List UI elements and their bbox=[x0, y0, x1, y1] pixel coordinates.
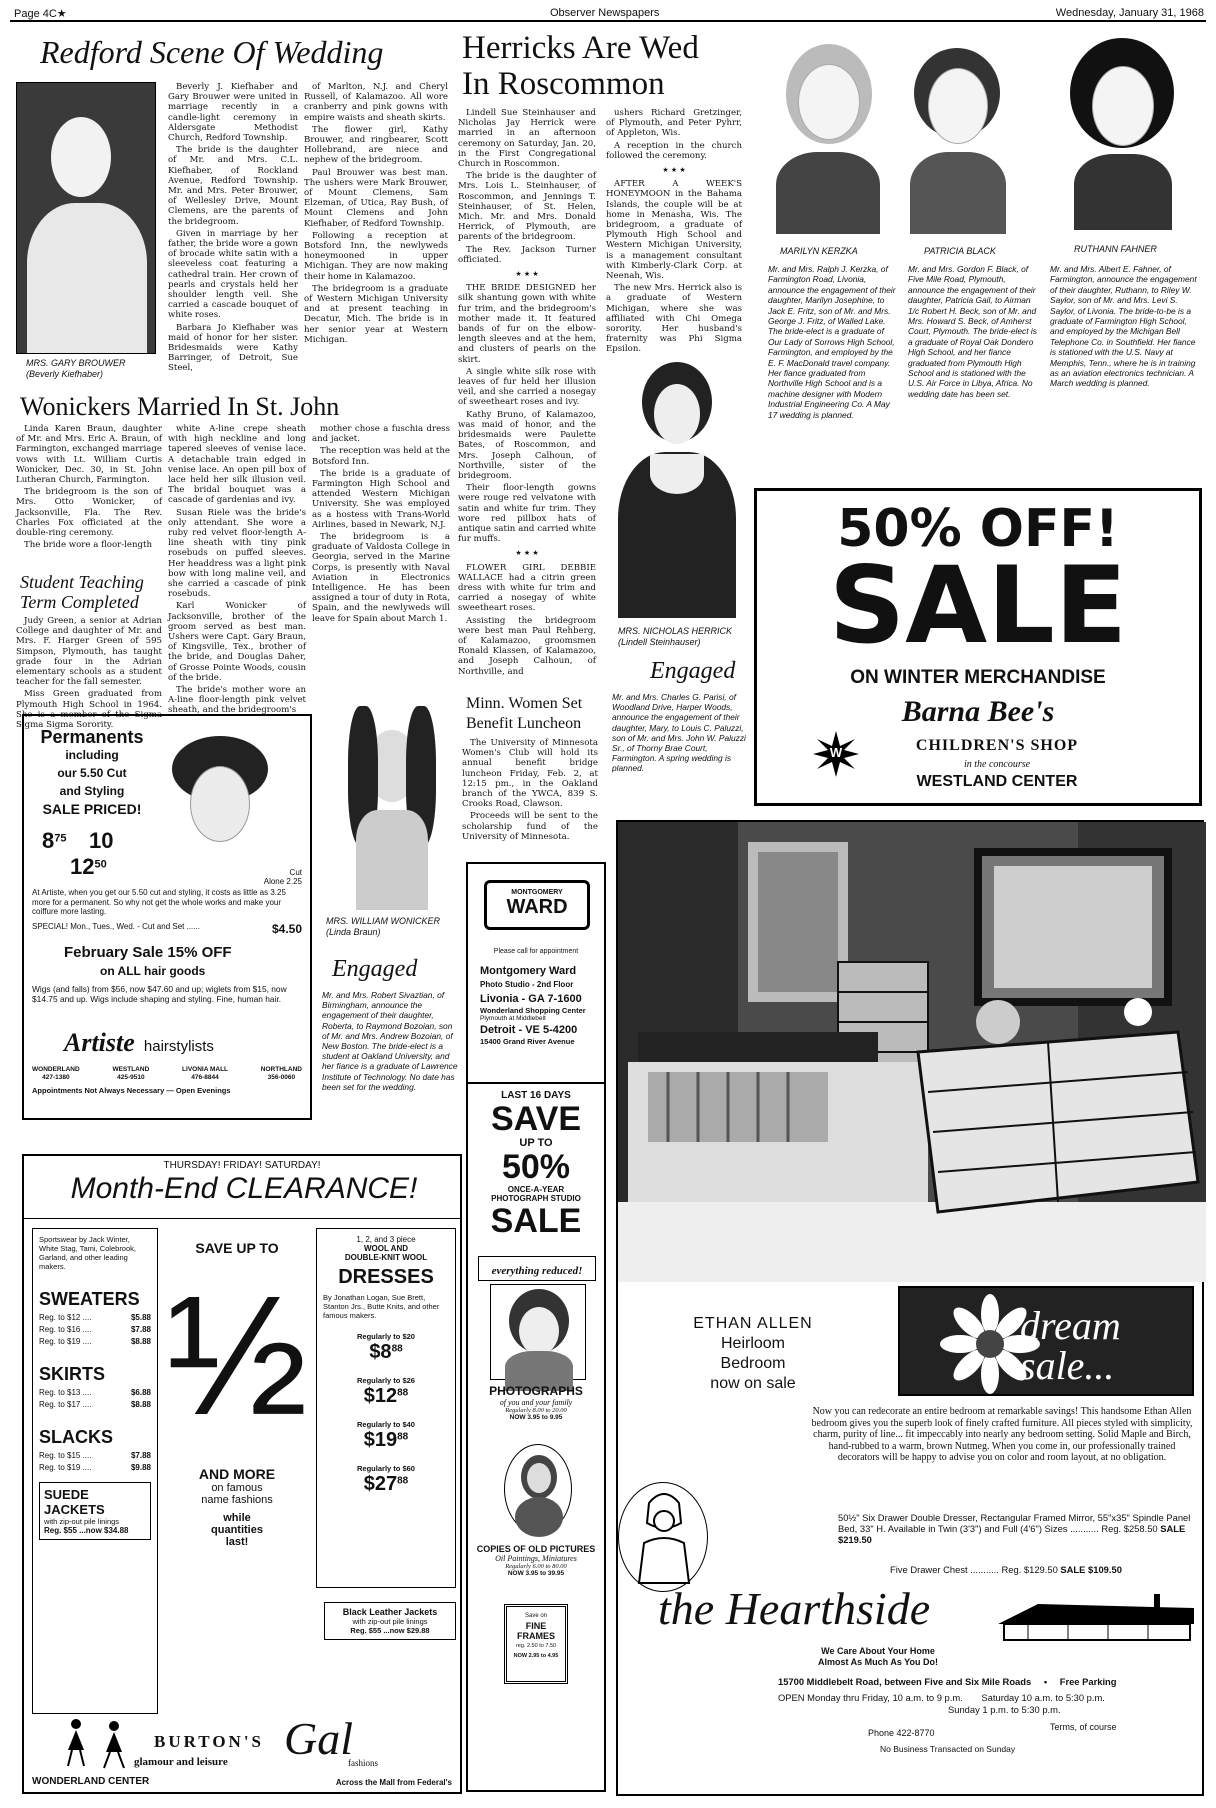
issue-date: Wednesday, January 31, 1968 bbox=[1055, 7, 1204, 19]
artiste-location bbox=[261, 1066, 302, 1082]
artiste-cut-label: Cut bbox=[289, 868, 302, 877]
ward-detroit: Detroit - VE 5-4200 bbox=[480, 1024, 578, 1036]
ward-save: SAVE bbox=[490, 1100, 582, 1138]
artiste-location bbox=[182, 1066, 228, 1082]
barna-concourse: in the concourse bbox=[963, 759, 1031, 770]
engaged-parisi-body: Mr. and Mrs. Charles G. Parisi, of Woodland Drive, Harper Woods, announce the engagement of their daughter, Mary, to Louis C. Paluzzi, son of Mr. and Mrs. John W. Paluzzi Sr., of Thorny Brae Court, Farmington. A spring wedding is planned. bbox=[612, 692, 746, 774]
loc-name: WONDERLAND bbox=[32, 1066, 80, 1073]
ward-sale-block bbox=[468, 1090, 604, 1239]
burtons-dress-reg: Regularly to $26 bbox=[357, 1376, 415, 1385]
wonicker-caption-name: MRS. WILLIAM WONICKER bbox=[326, 916, 441, 926]
colonial-woman-icon bbox=[618, 1482, 708, 1592]
loc-tel: 425-9510 bbox=[117, 1074, 145, 1081]
burtons-brand bbox=[134, 1712, 434, 1772]
ward-info bbox=[480, 964, 604, 1046]
engaged-parisi-headline: Engaged bbox=[650, 658, 736, 684]
burtons-price-reg: Reg. to $13 .... bbox=[39, 1388, 92, 1397]
hearthside-heirloom: Heirloom bbox=[720, 1335, 785, 1352]
artiste-location bbox=[32, 1066, 80, 1082]
hearthside-parking: Free Parking bbox=[1059, 1676, 1117, 1687]
masthead bbox=[10, 6, 1206, 22]
para: The bridegroom is a graduate of Valdosta College in Georgia, served in the Marine Corps, is presently with Naval Aviation in Electronics Intelligence. He has been assigned a tour of duty in Rota, Spain, and the newlyweds will leave for Spain about March 1. bbox=[312, 532, 450, 624]
redford-caption-maiden: (Beverly Kiefhaber) bbox=[26, 369, 104, 379]
para: of Marlton, N.J. and Cheryl Russell, of Kalamazoo. All wore cranberry and pink gowns with empire waists and sheath skirts. bbox=[304, 82, 448, 123]
wonicker-col2 bbox=[168, 424, 306, 716]
burtons-on-famous: on famous bbox=[211, 1482, 263, 1494]
hearthside-para: Now you can redecorate an entire bedroom at remarkable savings! This handsome Ethan Allen bedroom gives you the superb look of finely crafted furniture. All pieces styled with simplicity, charm, purity of line... fit impeccably into nearly any bedroom setting. Solid Maple and Birch, hand-rubbed to a warm, brown Nutmeg. When you come in, our professionally trained decorators will be happy to advise you on color and room layout, at no obligation. bbox=[811, 1406, 1193, 1464]
student-headline-2: Term Completed bbox=[20, 592, 139, 612]
hearthside-care-1: We Care About Your Home bbox=[821, 1646, 935, 1656]
wonicker-bride-photo bbox=[328, 700, 456, 912]
artiste-ad bbox=[22, 714, 312, 1120]
burtons-save-up-to: SAVE UP TO bbox=[195, 1240, 279, 1256]
burtons-price-row bbox=[39, 1337, 151, 1346]
artiste-special bbox=[32, 922, 302, 936]
portrait-kerzka bbox=[770, 34, 884, 234]
ward-child-photo bbox=[490, 1284, 586, 1380]
para: ushers Richard Gretzinger, of Plymouth, and Peter Pyhrr, of Appleton, Wis. bbox=[606, 108, 742, 139]
burtons-price-reg: Reg. to $16 .... bbox=[39, 1325, 92, 1334]
hearthside-terms: Terms, of course bbox=[1050, 1722, 1117, 1732]
ward-percent: 50% bbox=[501, 1148, 571, 1186]
engaged-sivaz-body: Mr. and Mrs. Robert Sivaztian, of Birmingham, announce the engagement of their daughter, Roberta, to Raymond Bozoian, son of Mr. and Mrs. Andrew Bozoian, of New Boston. The bride-elect is a student at Oakland University, and her fiance is a graduate of Lawrence Institute of Technology. No date has been set for the wedding. bbox=[322, 990, 458, 1092]
para: mother chose a fuschia dress and jacket. bbox=[312, 424, 450, 445]
ward-reduced-box bbox=[478, 1256, 596, 1281]
hearthside-item2-desc: Five Drawer Chest ........... bbox=[890, 1564, 999, 1575]
ward-studio: Photo Studio - 2nd Floor bbox=[480, 980, 574, 989]
burtons-brand-name: BURTON'S bbox=[154, 1732, 265, 1751]
wonicker-col1 bbox=[16, 424, 162, 572]
portrait-black-text: Mr. and Mrs. Gordon F. Black, of Five Mile Road, Plymouth, announce the engagement of their daughter, Patricia Gail, to Airman 1/c Robert H. Beck, son of Mr. and Mrs. Howard S. Beck, of Amherst Court, Plymouth. The bride-elect is a graduate of Royal Oak Dondero High School, and her fiance graduated from Plymouth High School and is stationed with the U.S. Air Force in Libya, Africa. No wedding date has been set. bbox=[908, 264, 1037, 399]
burtons-middle bbox=[162, 1240, 312, 1548]
burtons-black-box bbox=[324, 1602, 456, 1640]
ward-name: Montgomery Ward bbox=[480, 965, 577, 977]
para: The bride wore a floor-length bbox=[24, 540, 153, 551]
ward-logo-1: MONTGOMERY bbox=[511, 889, 563, 896]
burtons-name-fashions: name fashions bbox=[201, 1494, 273, 1506]
herrick-bride-photo bbox=[612, 362, 742, 618]
loc-tel: 356-0060 bbox=[267, 1074, 296, 1081]
burtons-price-reg: Reg. to $17 .... bbox=[39, 1400, 92, 1409]
burtons-black-sub: with zip-out pile linings bbox=[352, 1617, 428, 1626]
burtons-across: Across the Mall from Federal's bbox=[335, 1778, 452, 1787]
para: The bride is the daughter of Mr. and Mrs. C.L. Kiefhaber, of Rockland Avenue, Redford Township. Mr. and Mrs. Peter Brouwer, of Wellesley Drive, Mount Clemens, are the parents of the bridegroom. bbox=[168, 145, 298, 227]
burtons-dress-price-dollars: $8 bbox=[369, 1341, 392, 1363]
hearthside-brand: the Hearthside bbox=[658, 1583, 931, 1634]
artiste-locations bbox=[32, 1066, 302, 1082]
hearthside-sun: Sunday 1 p.m. to 5:30 p.m. bbox=[948, 1704, 1061, 1715]
ward-fine-3: FRAMES bbox=[517, 1631, 555, 1641]
burtons-quantities: quantities bbox=[211, 1524, 263, 1536]
para: Linda Karen Braun, daughter of Mr. and Mrs. Eric A. Braun, of Farmington, exchanged marriage vows with Lt. William Curtis Wonicker, Dec. 30, in St. John Lutheran Church, Farmington. bbox=[16, 424, 162, 486]
burtons-price-reg: Reg. to $15 .... bbox=[39, 1451, 92, 1460]
hearthside-ethan bbox=[678, 1314, 828, 1394]
burtons-category bbox=[39, 1364, 151, 1409]
artiste-february: February Sale 15% OFF bbox=[64, 944, 232, 961]
hearthside-nobiz: No Business Transacted on Sunday bbox=[880, 1744, 1016, 1754]
portrait-fahner-text: Mr. and Mrs. Albert E. Fahner, of Farmington, announce the engagement of their daughter, Ruthann, to Riley W. Saylor, son of Mr. and Mrs. Levi S. Saylor, of Livonia. The bride-to-be is a graduate of Farmington High School, and employed by the Michigan Bell Telephone Co. in Southfield. Her fiance is stationed with the U.S. Navy at Memphis, Tenn., where he is in training as an aviation electronics technician. A March wedding is planned. bbox=[1050, 264, 1197, 389]
burtons-price-row bbox=[39, 1388, 151, 1397]
ward-grand: 15400 Grand River Avenue bbox=[480, 1037, 575, 1046]
dancing-figures-icon bbox=[58, 1716, 138, 1772]
portrait-fahner bbox=[1058, 30, 1188, 230]
redford-headline: Redford Scene Of Wedding bbox=[40, 34, 384, 70]
burtons-dress-price-dollars: $27 bbox=[363, 1473, 398, 1495]
herrick-stars: ★ ★ ★ bbox=[515, 549, 539, 558]
burtons-dress-reg: Regularly to $40 bbox=[357, 1420, 415, 1429]
artiste-price-2: 10 bbox=[88, 828, 114, 853]
para: Beverly J. Kiefhaber and Gary Brouwer were united in marriage recently in a candle-light ceremony in Aldersgate Methodist Church, Redford Township. bbox=[168, 82, 298, 144]
burtons-price-sale: $8.88 bbox=[130, 1400, 151, 1409]
ward-reg2: Regularly 6.00 to 80.00 bbox=[505, 1563, 567, 1570]
para: Following a reception at Botsford Inn, the newlyweds honeymooned in upper Michigan. They are now making their home in Kalamazoo. bbox=[304, 230, 448, 282]
burtons-days: THURSDAY! FRIDAY! SATURDAY! bbox=[163, 1160, 321, 1171]
ward-copies bbox=[468, 1544, 604, 1577]
burtons-dress-wool: WOOL AND bbox=[364, 1244, 408, 1253]
artiste-title-4: and Styling bbox=[59, 784, 125, 798]
bedroom-illustration bbox=[618, 822, 1206, 1282]
artiste-price-3-cents: 50 bbox=[94, 858, 107, 871]
hearthside-bedroom: Bedroom bbox=[720, 1355, 786, 1372]
burtons-wonderland: WONDERLAND CENTER bbox=[32, 1776, 150, 1787]
ward-sale: SALE bbox=[490, 1202, 582, 1240]
portrait-fahner-name: RUTHANN FAHNER bbox=[1074, 244, 1157, 254]
paper-name: Observer Newspapers bbox=[550, 7, 660, 19]
burtons-dress-price-dollars: $19 bbox=[363, 1429, 398, 1451]
artiste-special-price: $4.50 bbox=[271, 922, 302, 936]
dream-sale-text: dream sale... bbox=[1020, 1303, 1121, 1388]
burtons-title: Month-End CLEARANCE! bbox=[70, 1172, 418, 1205]
artiste-title-1: Permanents bbox=[40, 727, 144, 747]
artiste-prices bbox=[42, 828, 152, 880]
burtons-dress-price bbox=[323, 1376, 449, 1408]
redford-caption-name: MRS. GARY BROUWER bbox=[26, 358, 126, 368]
herrick-headline-2: In Roscommon bbox=[462, 66, 665, 102]
artiste-desc: At Artiste, when you get our 5.50 cut and styling, it costs as little as 3.25 more for a permanent. So why not get the whole works and make your coiffure more lasting. bbox=[32, 888, 286, 916]
barna-sale: SALE bbox=[828, 544, 1128, 667]
redford-col1 bbox=[168, 82, 298, 387]
burtons-last: last! bbox=[225, 1536, 249, 1548]
hearthside-item2 bbox=[890, 1564, 1194, 1575]
loc-name: LIVONIA MALL bbox=[182, 1066, 229, 1073]
burtons-price-reg: Reg. to $19 .... bbox=[39, 1463, 92, 1472]
barna-name: Barna Bee's bbox=[901, 695, 1055, 728]
burtons-dress-price-dollars: $12 bbox=[363, 1385, 398, 1407]
artiste-title bbox=[32, 728, 152, 818]
burtons-suede-title: SUEDE JACKETS bbox=[44, 1487, 105, 1517]
artiste-cut-price: Alone 2.25 bbox=[263, 877, 302, 886]
burtons-sportswear-box bbox=[32, 1228, 158, 1714]
artiste-appointments: Appointments Not Always Necessary — Open Evenings bbox=[32, 1086, 231, 1095]
burtons-dresses-box bbox=[316, 1228, 456, 1588]
burtons-dress-reg: Regularly to $20 bbox=[357, 1332, 415, 1341]
portrait-black bbox=[900, 34, 1014, 234]
hearthside-item1-reg: Reg. $258.50 bbox=[1101, 1523, 1158, 1534]
artiste-wigs: Wigs (and falls) from $56, now $47.60 and up; wiglets from $15, now $14.75 and up. Wigs include shaping and styling. Fine, human hair. bbox=[32, 984, 287, 1004]
burtons-category bbox=[39, 1289, 151, 1346]
artiste-price-3: 12 bbox=[70, 854, 95, 879]
para: Karl Wonicker of Jacksonville, brother of the groom served as best man. Ushers were Capt. Gary Braun, of Kingsville, Tex., brother of the bride, and Douglas Daher, of Grosse Pointe Woods, cousin of the bride. bbox=[168, 601, 306, 683]
para: The Rev. Jackson Turner officiated. bbox=[458, 244, 596, 265]
burtons-price-sale: $5.88 bbox=[130, 1313, 151, 1322]
burtons-half: ½ bbox=[166, 1261, 308, 1451]
artiste-all-hair: on ALL hair goods bbox=[100, 964, 206, 978]
ward-fine-5: NOW 2.95 to 4.95 bbox=[513, 1653, 559, 1659]
para: The bridegroom is a graduate of Western Michigan University and at present teaching in Decatur, Mich. The bride is in her senior year at Western Michigan. bbox=[304, 283, 448, 345]
ward-ad bbox=[466, 862, 606, 1792]
herrick-caption-maiden: (Lindell Steinhauser) bbox=[618, 637, 701, 647]
artiste-model-photo bbox=[164, 736, 274, 866]
ward-old-picture bbox=[504, 1444, 572, 1534]
para: A single white silk rose with leaves of fur held her illusion veil, and she carried a nosegay of sweetheart roses and ivy. bbox=[458, 366, 596, 408]
burtons-while: while bbox=[223, 1512, 251, 1524]
artiste-special-text: SPECIAL! Mon., Tues., Wed. - Cut and Set ...... bbox=[32, 922, 200, 931]
burtons-ad bbox=[22, 1154, 462, 1794]
burtons-fashions: fashions bbox=[348, 1758, 378, 1768]
burtons-price-sale: $8.88 bbox=[130, 1337, 151, 1346]
hearthside-item1-desc: 50½" Six Drawer Double Dresser, Rectangular Framed Mirror, 55"x35" Spindle Panel Bed, 33" H. Available in Twin (3'3") and Full (4'6") Sizes ........... bbox=[838, 1512, 1191, 1534]
artiste-brand-name: Artiste bbox=[64, 1028, 135, 1057]
para: The bride's mother wore an A-line floor-length pink velvet sheath, and the bridegroom's bbox=[168, 685, 306, 716]
para: AFTER A WEEK'S HONEYMOON in the Bahama Islands, the couple will be at home in Menasha, Wis. The bridegroom, a graduate of Plymouth High School and Western Michigan University, is a management consultant with Kimberly-Clark Corp. at Neenah, Wis. bbox=[606, 179, 742, 282]
artiste-cut bbox=[246, 868, 302, 886]
herrick-caption bbox=[618, 626, 758, 648]
para: The reception was held at the Botsford Inn. bbox=[312, 446, 450, 467]
loc-name: WESTLAND bbox=[112, 1066, 150, 1073]
para: The bride is a graduate of Farmington High School and attended Western Michigan University. She was employed as a hostess with Trans-World Airlines, based in Newark, N.J. bbox=[312, 468, 450, 530]
ward-now1: NOW 3.95 to 9.95 bbox=[509, 1414, 563, 1421]
para: Judy Green, a senior at Adrian College and daughter of Mr. and Mrs. F. Harger Green of 595 Simpson, Plymouth, has taught grade four in the Adrian elementary schools as a student teacher for the fall semester. bbox=[16, 616, 162, 688]
portrait-kerzka-text: Mr. and Mrs. Ralph J. Kerzka, of Farmington Road, Livonia, announce the engagement of their daughter, Marilyn Josephine, to Jack E. Fritz, son of Mr. and Mrs. George J. Fritz, of Walled Lake. The bride-elect is a graduate of Our Lady of Sorrows High School, Farmington, and employed by the E. F. MacDonald travel company. Her fiance graduated from Northville High School and is a machine designer with Modern Industrial Engineering Co. A May 17 wedding is planned. bbox=[768, 264, 896, 420]
burtons-dress-price-cents: 88 bbox=[391, 1343, 403, 1355]
wonicker-col3 bbox=[312, 424, 450, 704]
burtons-sportswear: Sportswear by Jack Winter, White Stag, Tami, Colebrook, Garland, and other leading makers. bbox=[39, 1235, 136, 1271]
para: A reception in the church followed the ceremony. bbox=[606, 140, 742, 161]
ward-photographs-title: PHOTOGRAPHS bbox=[489, 1384, 583, 1398]
luncheon-headline bbox=[466, 694, 582, 734]
para: FLOWER GIRL DEBBIE WALLACE had a citrin green dress with white fur trim and carried a nosegay of white sweetheart roses. bbox=[458, 562, 596, 614]
student-headline-1: Student Teaching bbox=[20, 572, 144, 592]
artiste-brand-sub: hairstylists bbox=[143, 1038, 214, 1055]
barna-shop: CHILDREN'S SHOP bbox=[915, 737, 1079, 754]
burtons-dress-top: 1, 2, and 3 piece bbox=[356, 1235, 416, 1244]
burtons-dress-knit: DOUBLE-KNIT WOOL bbox=[344, 1253, 428, 1262]
para: Lindell Sue Steinhauser and Nicholas Jay Herrick were married in an afternoon ceremony on Saturday, Jan. 20, in the First Congregational Church in Roscommon. bbox=[458, 108, 596, 170]
loc-name: NORTHLAND bbox=[260, 1066, 302, 1073]
loc-tel: 476-8844 bbox=[191, 1074, 219, 1081]
ward-photographs bbox=[468, 1384, 604, 1421]
para: The bridegroom is the son of Mrs. Otto Wonicker, of Jacksonville, Fla. The Rev. Charles Fox officiated at the double-ring ceremony. bbox=[16, 487, 162, 539]
wonicker-headline: Wonickers Married In St. John bbox=[20, 392, 340, 421]
burtons-suede-price: Reg. $55 ...now $34.88 bbox=[44, 1526, 129, 1535]
luncheon-headline-1: Minn. Women Set bbox=[466, 695, 583, 712]
hearthside-ad bbox=[616, 820, 1204, 1796]
barna-center: WESTLAND CENTER bbox=[916, 773, 1078, 790]
hearthside-now-sale: now on sale bbox=[710, 1375, 796, 1392]
hearthside-item2-sale: SALE $109.50 bbox=[1060, 1564, 1122, 1575]
burtons-glamour: glamour and leisure bbox=[134, 1756, 228, 1768]
burtons-price-row bbox=[39, 1463, 151, 1472]
burtons-category-name: SKIRTS bbox=[39, 1364, 106, 1384]
hearthside-open: OPEN Monday thru Friday, 10 a.m. to 9 p.m. bbox=[778, 1692, 963, 1703]
burtons-dress-price-cents: 88 bbox=[397, 1431, 409, 1443]
burtons-price-sale: $7.88 bbox=[130, 1451, 151, 1460]
ward-fine-2: FINE bbox=[525, 1621, 547, 1631]
burtons-category bbox=[39, 1427, 151, 1472]
dream-sale-box bbox=[898, 1286, 1194, 1396]
hearthside-item2-reg: Reg. $129.50 bbox=[1001, 1564, 1058, 1575]
burtons-dress-price bbox=[323, 1420, 449, 1452]
para: white A-line crepe sheath with high neckline and long tapered sleeves of venise lace. A detachable train edged in venise lace. An open pill box of lace held her silk illusion veil. The bridal bouquet was a cascade of gardenias and ivy. bbox=[168, 424, 306, 506]
hearthside-care bbox=[778, 1646, 978, 1668]
burtons-dress-price bbox=[323, 1332, 449, 1364]
ward-copies-title: COPIES OF OLD PICTURES bbox=[476, 1544, 596, 1554]
ward-oil: Oil Paintings, Miniatures bbox=[495, 1554, 577, 1563]
luncheon-headline-2: Benefit Luncheon bbox=[466, 715, 582, 732]
hearthside-phone: Phone 422-8770 bbox=[868, 1728, 935, 1738]
ward-photo-studio: PHOTOGRAPH STUDIO bbox=[491, 1194, 581, 1203]
para: Their floor-length gowns were rouge red velvatone with satin and white fur trim. They wore red pillbox hats of antique satin and carried white fur muffs. bbox=[458, 483, 596, 545]
burtons-dresses: DRESSES bbox=[338, 1266, 434, 1288]
ward-wshop: Wonderland Shopping Center bbox=[480, 1006, 586, 1015]
para: Susan Riele was the bride's only attendant. She wore a ruby red velvet floor-length A-line sheath with tiny pink rosebuds on puffed sleeves. Her headdress was a light pink bow with long maline veil, and she carried a cascade of pink rosebuds. bbox=[168, 507, 306, 600]
ward-logo bbox=[484, 880, 590, 930]
herrick-headline bbox=[462, 30, 699, 102]
burtons-price-row bbox=[39, 1451, 151, 1460]
artiste-title-3: our 5.50 Cut bbox=[57, 766, 127, 780]
student-body bbox=[16, 616, 162, 731]
ward-fine-4: reg. 2.50 to 7.50 bbox=[515, 1643, 557, 1649]
para: The flower girl, Kathy Brouwer, and ringbearer, Scott Hollebrand, are niece and nephew of the bridegroom. bbox=[304, 124, 448, 166]
ward-fine-1: Save on bbox=[524, 1613, 548, 1619]
burtons-price-reg: Reg. to $19 .... bbox=[39, 1337, 92, 1346]
portrait-kerzka-name: MARILYN KERZKA bbox=[780, 246, 858, 256]
burtons-price-row bbox=[39, 1400, 151, 1409]
burtons-price-reg: Reg. to $12 .... bbox=[39, 1313, 92, 1322]
para: Paul Brouwer was best man. The ushers were Mark Brouwer, of Mount Clemens, Sam Elzeman, of Utica, Ray Bush, of Mount Clemens and John Kiefhaber, of Redford Township. bbox=[304, 167, 448, 229]
ward-family: of you and your family bbox=[499, 1398, 573, 1407]
hearthside-ethan-allen: ETHAN ALLEN bbox=[693, 1315, 813, 1332]
burtons-black-price: Reg. $55 ...now $29.88 bbox=[350, 1626, 430, 1635]
burtons-price-sale: $6.88 bbox=[130, 1388, 151, 1397]
redford-bride-photo bbox=[16, 82, 156, 354]
ward-last-days: LAST 16 DAYS bbox=[501, 1090, 571, 1101]
ward-now2: NOW 3.95 to 39.95 bbox=[507, 1570, 565, 1577]
artiste-location bbox=[112, 1066, 149, 1082]
burtons-black-title: Black Leather Jackets bbox=[342, 1607, 438, 1617]
hearthside-item1 bbox=[838, 1512, 1194, 1545]
para: The bride is the daughter of Mrs. Lois L. Steinhauser, of Roscommon, and Jennings T. Steinhauser, of St. Helen, Mich. Mr. and Mrs. Donald Herrick, of Plymouth, are parents of the bridegroom. bbox=[458, 171, 596, 243]
burtons-price-sale: $9.88 bbox=[130, 1463, 151, 1472]
wonicker-caption-maiden: (Linda Braun) bbox=[326, 927, 381, 937]
para: The new Mrs. Herrick also is a graduate of Western Michigan, where she was affiliated with Chi Omega sorority. Her husband's fraternity was Phi Sigma Epsilon. bbox=[606, 283, 742, 355]
house-icon bbox=[998, 1594, 1194, 1644]
para: THE BRIDE DESIGNED her silk shantung gown with white fur trim, and the bridegroom's mother made it. It featured bands of fur on the elbow-length sleeves and at the hem, and clusters of pearls on the skirt. bbox=[458, 283, 596, 365]
ward-logo-2: WARD bbox=[506, 896, 568, 918]
herrick-stars: ★ ★ ★ bbox=[662, 166, 686, 175]
burtons-categories bbox=[39, 1289, 151, 1472]
hearthside-sat: Saturday 10 a.m. to 5:30 p.m. bbox=[981, 1692, 1105, 1703]
hearthside-addr: 15700 Middlebelt Road, between Five and Six Mile Roads bbox=[778, 1676, 1032, 1687]
burtons-dress-price bbox=[323, 1464, 449, 1496]
burtons-and-more: AND MORE bbox=[198, 1466, 276, 1482]
page-number: Page 4C★ bbox=[14, 8, 67, 20]
ward-livonia: Livonia - GA 7-1600 bbox=[480, 993, 582, 1005]
barna-pct: 50% OFF! bbox=[837, 499, 1119, 559]
redford-caption bbox=[26, 358, 166, 380]
portrait-black-name: PATRICIA BLACK bbox=[924, 246, 996, 256]
herrick-col2 bbox=[606, 108, 742, 358]
burtons-dress-prices bbox=[323, 1332, 449, 1496]
para: Given in marriage by her father, the bride wore a gown of brocade white satin with a sleeveless coat featuring a cathedral train. Her crown of pearls and crystals held her shoulder length veil. She carried a cascade bouquet of white roses. bbox=[168, 228, 298, 321]
burtons-price-sale: $7.88 bbox=[130, 1325, 151, 1334]
burtons-dress-price-cents: 88 bbox=[397, 1387, 409, 1399]
burtons-suede-sub: with zip-out pile linings bbox=[44, 1517, 120, 1526]
burtons-category-name: SWEATERS bbox=[39, 1289, 140, 1309]
artiste-sale: SALE PRICED! bbox=[42, 801, 142, 817]
burtons-suede bbox=[39, 1482, 151, 1540]
ward-up-to: UP TO bbox=[519, 1137, 553, 1149]
para: The University of Minnesota Women's Club will hold its annual benefit bridge luncheon Friday, Feb. 2, at 12:15 pm., in the Oakland branch of the YWCA, 839 S. Crooks Road, Clawson. bbox=[462, 738, 598, 810]
luncheon-body bbox=[462, 738, 598, 858]
para: Kathy Bruno, of Kalamazoo, was maid of honor, and the bridesmaids were Paulette Bates, of Roscommon, and Mrs. Joseph Calhoun, of Northville, sister of the bridegroom. bbox=[458, 409, 596, 481]
para: Proceeds will be sent to the scholarship fund of the University of Minnesota. bbox=[462, 811, 598, 842]
hearthside-care-2: Almost As Much As You Do! bbox=[817, 1657, 938, 1667]
herrick-headline-1: Herricks Are Wed bbox=[462, 30, 699, 66]
ward-call: Please call for appointment bbox=[493, 948, 579, 955]
artiste-title-2: including bbox=[65, 748, 119, 762]
hearthside-address: 15700 Middlebelt Road, between Five and Six Mile Roads • Free Parking bbox=[778, 1676, 1117, 1687]
hearthside-item1-sale: SALE $219.50 bbox=[838, 1523, 1186, 1545]
student-headline bbox=[20, 572, 144, 612]
para: Assisting the bridegroom were best man Paul Rehberg, of Kalamazoo, groomsmen Ronald Klassen, of Kalamazoo, and Joseph Calhoun, of Northville, and bbox=[458, 615, 596, 677]
artiste-price-1: 8 bbox=[42, 828, 55, 853]
burtons-category-name: SLACKS bbox=[39, 1427, 114, 1447]
herrick-stars: ★ ★ ★ bbox=[515, 270, 539, 279]
burtons-gal: Gal bbox=[284, 1713, 353, 1764]
barna-ad bbox=[754, 488, 1202, 806]
wonicker-caption bbox=[326, 916, 466, 938]
burtons-price-row bbox=[39, 1325, 151, 1334]
ward-wloc: Plymouth at Middlebelt bbox=[480, 1015, 546, 1022]
ward-reg1: Regularly 8.00 to 20.00 bbox=[505, 1407, 567, 1414]
herrick-caption-name: MRS. NICHOLAS HERRICK bbox=[618, 626, 733, 636]
burtons-dress-price-cents: 88 bbox=[397, 1475, 409, 1487]
hearthside-hours bbox=[778, 1692, 1198, 1716]
artiste-brand bbox=[64, 1028, 214, 1058]
loc-tel: 427-1380 bbox=[42, 1074, 70, 1081]
ward-frames-box bbox=[504, 1604, 568, 1684]
barna-logo-letter: W bbox=[829, 745, 843, 760]
engaged-sivaz-headline: Engaged bbox=[332, 956, 418, 982]
burtons-dress-reg: Regularly to $60 bbox=[357, 1464, 415, 1473]
redford-col2 bbox=[304, 82, 448, 387]
ward-reduced: everything reduced! bbox=[491, 1265, 583, 1277]
barna-line: ON WINTER MERCHANDISE bbox=[850, 667, 1106, 688]
burtons-dress-desc: By Jonathan Logan, Sue Brett, Stanton Jrs., Butte Knits, and other famous makers. bbox=[323, 1293, 440, 1320]
ward-once: ONCE-A-YEAR bbox=[507, 1185, 565, 1194]
burtons-price-row bbox=[39, 1313, 151, 1322]
artiste-price-1-cents: 75 bbox=[54, 832, 67, 845]
para: Miss Green graduated from Plymouth High School in 1964. She is a member of the Sigma Sigma Sigma Sorority. bbox=[16, 689, 162, 731]
para: Barbara Jo Kiefhaber was maid of honor for her sister. Bridesmaids were Kathy Barringer, of Detroit, Sue Steel, bbox=[168, 322, 298, 374]
